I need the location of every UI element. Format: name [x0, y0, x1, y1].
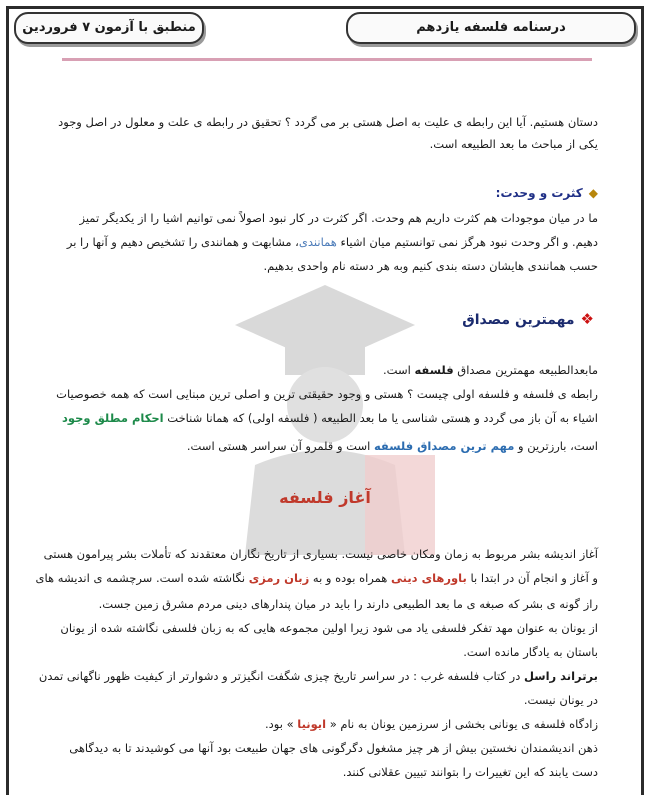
misdaq-line-3 [48, 408, 598, 428]
misdaq-line-3-highlight: احکام مطلق وجود [62, 411, 164, 425]
aghaz-line-2-a: و آغاز و انجام آن در ابتدا با [466, 571, 598, 585]
misdaq-line-1-b: است. [383, 363, 415, 377]
misdaq-line-1 [48, 360, 598, 380]
misdaq-line-1-highlight: فلسفه [414, 363, 454, 377]
aghaz-line-8-b: » بود. [265, 717, 298, 731]
aghaz-title: آغاز فلسفه [279, 488, 371, 507]
misdaq-line-1-a: مابعدالطبیعه مهمترین مصداق [453, 363, 598, 377]
misdaq-heading [462, 310, 594, 328]
aghaz-russell: برتراند راسل [524, 669, 598, 683]
aghaz-line-5: باستان به یادگار مانده است. [463, 645, 598, 659]
misdaq-line-2: رابطه ی فلسفه و فلسفه اولی چیست ؟ هستی و وجود حقیقتی ترین و اصلی ترین مبنایی است که همه خصوصیات [56, 387, 598, 401]
misdaq-line-4-b: است و قلمرو آن سراسر هستی است. [186, 439, 374, 453]
aghaz-line-4: از یونان به عنوان مهد تفکر فلسفی یاد می شود زیرا اولین مجموعه هایی که به زبان فلسفی نگاشته شده از یونان [60, 621, 598, 635]
kasrat-line-3: حسب همانندی هایشان دسته بندی کنیم وبه هر دسته نام واحدی بدهیم. [263, 259, 598, 273]
kasrat-highlight: همانندی [298, 235, 337, 249]
star-bullet-icon: ❖ [580, 310, 594, 328]
aghaz-line-8 [48, 714, 598, 734]
aghaz-line-6-rest: در کتاب فلسفه غرب : در سراسر تاریخ چیزی شگفت انگیزتر و دشوارتر از کیفیت ظهور ناگهانی تمدن [38, 669, 524, 683]
misdaq-line-3-a: اشیاء به آن باز می گردد و هستی شناسی یا ما بعد الطبیعه ( فلسفه اولی) که همانا شناخت [163, 411, 598, 425]
kasrat-line-2-a: دهیم. و اگر وحدت نبود هرگز نمی توانستیم میان اشیاء [336, 235, 598, 249]
kasrat-line-2 [48, 232, 598, 252]
intro-line-2: یکی از مباحث ما بعد الطبیعه است. [429, 137, 598, 151]
kasrat-heading [496, 186, 598, 200]
diamond-bullet-icon: ◆ [588, 186, 598, 200]
kasrat-title: کثرت و وحدت: [495, 186, 583, 200]
aghaz-highlight-2: زبان رمزی [248, 571, 310, 585]
header-exam-box [14, 12, 204, 44]
aghaz-line-1: آغاز اندیشه بشر مربوط به زمان ومکان خاصی نیست. بسیاری از تاریخ نگاران معتقدند که تأملات بشر پیرامون هستی [43, 547, 598, 561]
aghaz-line-10: دست یابند که این تغییرات را بتوانند تبیین عقلانی کنند. [342, 765, 598, 779]
aghaz-ionia: ایونیا [297, 717, 327, 731]
aghaz-line-2-b: همراه بوده و به [309, 571, 392, 585]
aghaz-line-3: راز گونه ی بشر که صبغه ی ما بعد الطبیعی دارند را باید در میان پندارهای دینی مردم مشرق زمین جست. [98, 597, 598, 611]
intro-line-1: دستان هستیم. آیا این رابطه ی علیت به اصل هستی بر می گردد ؟ تحقیق در رابطه ی علت و معلول در اصل وجود [58, 115, 598, 129]
aghaz-highlight-1: باورهای دینی [391, 571, 467, 585]
aghaz-line-9: ذهن اندیشمندان نخستین بیش از هر چیز مشغول دگرگونی های جهان طبیعت بود آنها می کوشیدند تا به دیدگاهی [69, 741, 598, 755]
misdaq-title: مهمترین مصداق [462, 312, 575, 328]
header-exam-label: منطبق با آزمون ۷ فروردین [22, 20, 196, 35]
aghaz-line-8-a: زادگاه فلسفه ی یونانی بخشی از سرزمین یونان به نام « [326, 717, 598, 731]
misdaq-line-4-a: است، بارزترین و [514, 439, 598, 453]
header-title-box [346, 12, 636, 44]
header-divider [62, 58, 592, 61]
aghaz-line-2-c: نگاشته شده است. سرچشمه ی اندیشه های [35, 571, 249, 585]
misdaq-line-4-highlight: مهم ترین مصداق فلسفه [373, 439, 515, 453]
misdaq-line-4 [48, 436, 598, 456]
aghaz-line-7: در یونان نیست. [523, 693, 598, 707]
aghaz-line-2 [35, 568, 598, 588]
header-title: درسنامه فلسفه یازدهم [416, 20, 566, 35]
kasrat-line-1: ما در میان موجودات هم کثرت داریم هم وحدت. اگر کثرت در کار نبود اصولاً نمی توانیم اشیا را از یکدیگر تمیز [79, 211, 598, 225]
aghaz-line-6 [38, 666, 598, 686]
kasrat-line-2-b: ، مشابهت و همانندی را تشخیص دهیم و آنها را بر [66, 235, 299, 249]
